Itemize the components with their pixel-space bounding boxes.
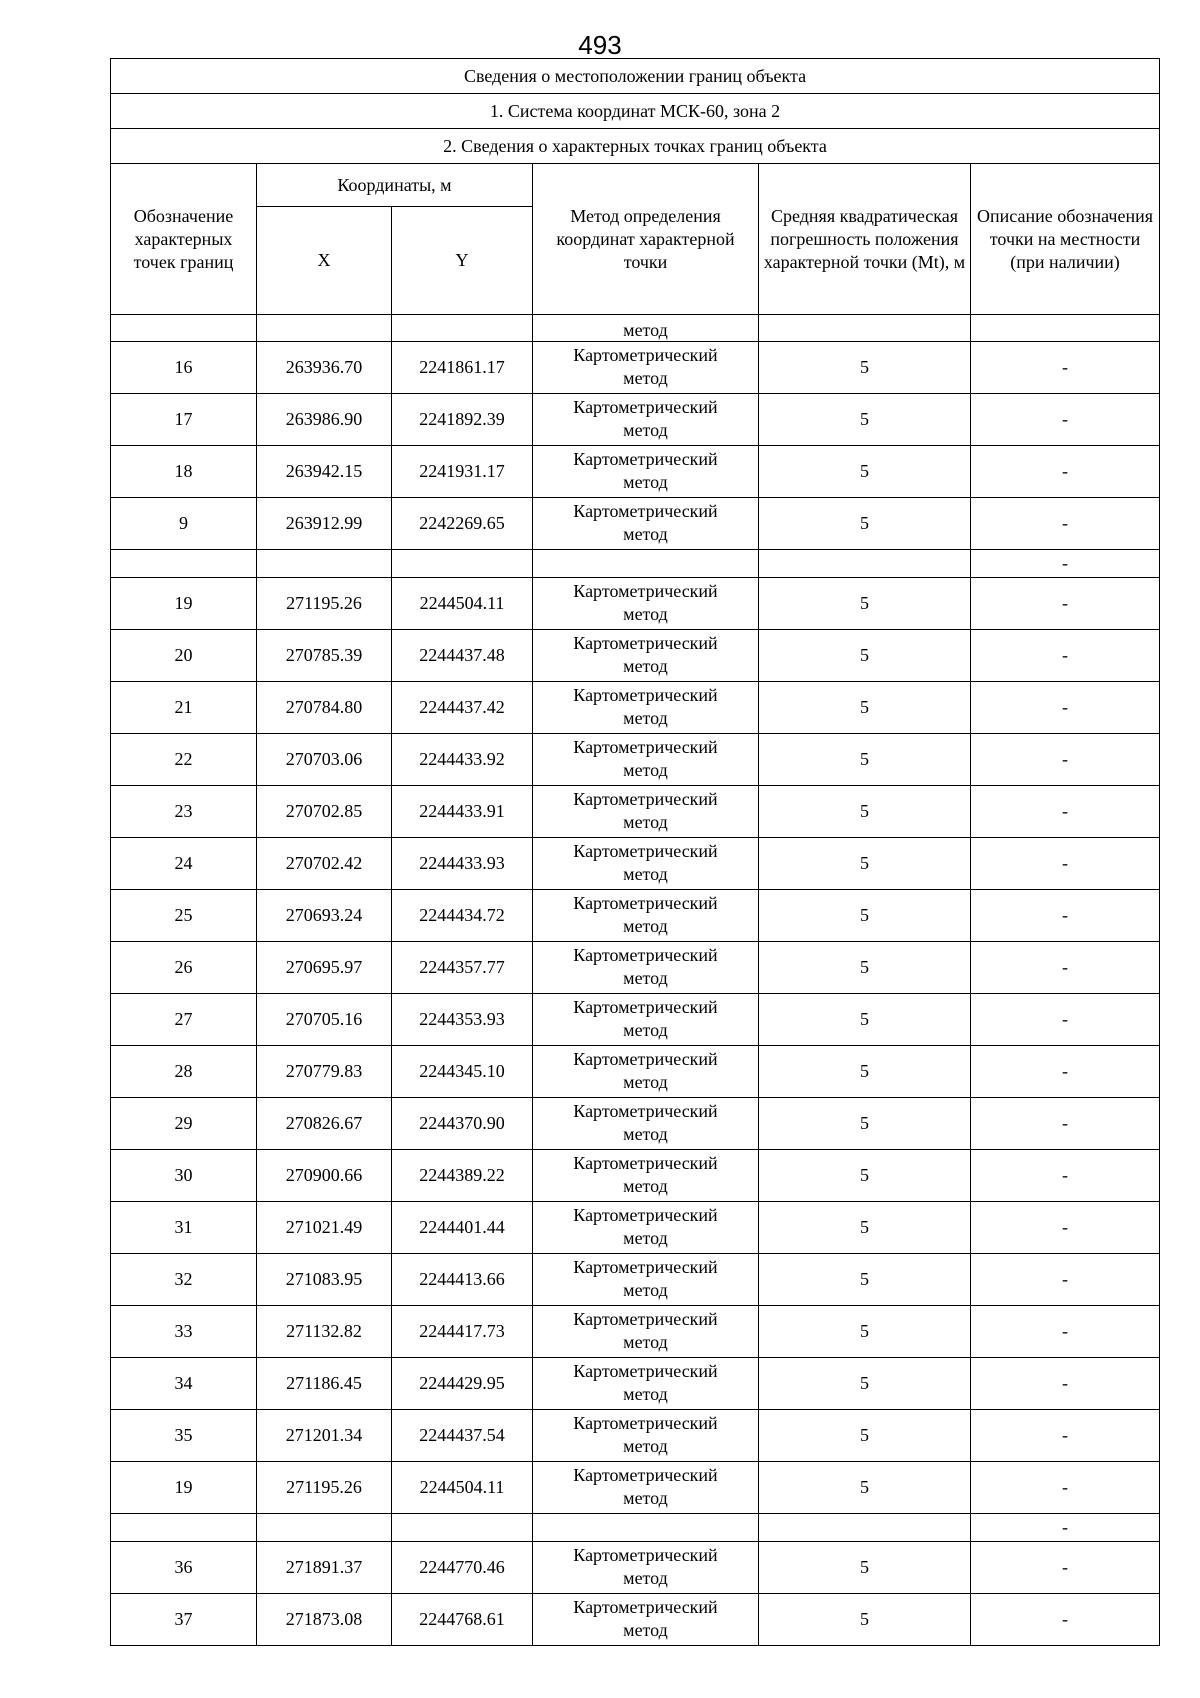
cell-error: 5 (759, 682, 971, 734)
method-line-2: метод (623, 368, 668, 388)
cell-description: - (971, 1358, 1160, 1410)
cell-description: - (971, 498, 1160, 550)
cell-y: 2244768.61 (392, 1594, 533, 1646)
method-line-2: метод (623, 1436, 668, 1456)
table-row (111, 1202, 1160, 1254)
cell-x: 271201.34 (257, 1410, 392, 1462)
cell-point: 21 (111, 682, 257, 734)
cell-y: 2244413.66 (392, 1254, 533, 1306)
cell-x: 270703.06 (257, 734, 392, 786)
cell-error: 5 (759, 1046, 971, 1098)
cell-error: 5 (759, 578, 971, 630)
cell-description: - (971, 786, 1160, 838)
cell-method (533, 394, 759, 446)
header-coordinates: Координаты, м (257, 164, 533, 207)
cell-method (533, 1462, 759, 1514)
method-line-1: Картометрический (573, 345, 718, 365)
cell-error: 5 (759, 890, 971, 942)
cell-x: 270695.97 (257, 942, 392, 994)
cell-point: 28 (111, 1046, 257, 1098)
table-row (111, 942, 1160, 994)
cell-point: 19 (111, 1462, 257, 1514)
cell-method (533, 1542, 759, 1594)
table-row (111, 578, 1160, 630)
cell-error: 5 (759, 394, 971, 446)
table-row (111, 1254, 1160, 1306)
method-line-2: метод (623, 1020, 668, 1040)
cell-point: 29 (111, 1098, 257, 1150)
cell-method (533, 942, 759, 994)
method-line-2: метод (623, 420, 668, 440)
table-row (111, 890, 1160, 942)
table-row (111, 1046, 1160, 1098)
cell-method (533, 1098, 759, 1150)
cell-y: 2244437.54 (392, 1410, 533, 1462)
cell-description: - (971, 1098, 1160, 1150)
section-title: 2. Сведения о характерных точках границ объекта (111, 129, 1160, 164)
cell-point: 32 (111, 1254, 257, 1306)
cell-y: 2244504.11 (392, 1462, 533, 1514)
method-line-1: Картометрический (573, 1101, 718, 1121)
cell-description: - (971, 838, 1160, 890)
method-line-2: метод (623, 968, 668, 988)
method-line-2: метод (623, 604, 668, 624)
method-line-1: Картометрический (573, 633, 718, 653)
header-method: Метод определения координат характерной точки (533, 164, 759, 315)
header-x: X (257, 207, 392, 315)
cell-point: 17 (111, 394, 257, 446)
method-line-1: Картометрический (573, 997, 718, 1017)
method-line-1: Картометрический (573, 581, 718, 601)
cell-method (533, 682, 759, 734)
cell-x: 270702.42 (257, 838, 392, 890)
method-line-1: Картометрический (573, 1153, 718, 1173)
cell-method (533, 578, 759, 630)
cell-error: 5 (759, 342, 971, 394)
cell-point: 26 (111, 942, 257, 994)
cell-y (392, 550, 533, 578)
coordinate-system: 1. Система координат МСК-60, зона 2 (111, 94, 1160, 129)
cell-x (257, 1514, 392, 1542)
cell-method (533, 890, 759, 942)
cell-description: - (971, 1046, 1160, 1098)
cell-x: 270900.66 (257, 1150, 392, 1202)
cell-x (257, 550, 392, 578)
header-point: Обозначение характерных точек границ (111, 164, 257, 315)
method-line-2: метод (623, 1488, 668, 1508)
cell-description: - (971, 1542, 1160, 1594)
cell-y: 2241931.17 (392, 446, 533, 498)
method-line-2: метод (623, 1568, 668, 1588)
cell-method (533, 1254, 759, 1306)
cell-x: 270702.85 (257, 786, 392, 838)
header-error: Средняя квадратическая погрешность положения характерной точки (Mt), м (759, 164, 971, 315)
method-line-1: Картометрический (573, 1309, 718, 1329)
cell-y: 2244429.95 (392, 1358, 533, 1410)
cell-x: 270779.83 (257, 1046, 392, 1098)
cell-method (533, 342, 759, 394)
method-line-2: метод (623, 1332, 668, 1352)
method-line-1: Картометрический (573, 1465, 718, 1485)
cell-method (533, 1594, 759, 1646)
method-line-1: Картометрический (573, 1545, 718, 1565)
cell-point: 18 (111, 446, 257, 498)
cell-y: 2244433.92 (392, 734, 533, 786)
cell-description: - (971, 1150, 1160, 1202)
cell-error (759, 315, 971, 342)
cell-error: 5 (759, 1358, 971, 1410)
method-line-2: метод (623, 1228, 668, 1248)
cell-description: - (971, 1514, 1160, 1542)
table-row (111, 1410, 1160, 1462)
boundary-points-table (110, 58, 1160, 1646)
method-line-2: метод (623, 1620, 668, 1640)
method-line-2: метод (623, 1176, 668, 1196)
cell-y: 2244437.42 (392, 682, 533, 734)
table-row (111, 1462, 1160, 1514)
cell-y: 2244357.77 (392, 942, 533, 994)
table-row (111, 1098, 1160, 1150)
cell-point: 25 (111, 890, 257, 942)
cell-error (759, 1514, 971, 1542)
cell-description: - (971, 630, 1160, 682)
cell-method (533, 838, 759, 890)
cell-error: 5 (759, 1462, 971, 1514)
cell-point (111, 1514, 257, 1542)
cell-y: 2244433.91 (392, 786, 533, 838)
cell-y: 2244433.93 (392, 838, 533, 890)
cell-method (533, 1358, 759, 1410)
table-title: Сведения о местоположении границ объекта (111, 59, 1160, 94)
cell-description: - (971, 342, 1160, 394)
cell-y: 2244434.72 (392, 890, 533, 942)
cell-description: - (971, 1594, 1160, 1646)
method-line-1: Картометрический (573, 841, 718, 861)
cell-x: 263912.99 (257, 498, 392, 550)
cell-y: 2244401.44 (392, 1202, 533, 1254)
cell-point: 19 (111, 578, 257, 630)
cell-error: 5 (759, 1202, 971, 1254)
method-line-2: метод (623, 760, 668, 780)
cell-error: 5 (759, 734, 971, 786)
cell-description: - (971, 550, 1160, 578)
cell-y (392, 1514, 533, 1542)
cell-error (759, 550, 971, 578)
method-line-2: метод (623, 916, 668, 936)
method-line-2: метод (623, 812, 668, 832)
method-line-1: Картометрический (573, 789, 718, 809)
cell-description: - (971, 394, 1160, 446)
cell-x: 270693.24 (257, 890, 392, 942)
cell-y: 2244389.22 (392, 1150, 533, 1202)
cell-y: 2242269.65 (392, 498, 533, 550)
cell-description: - (971, 890, 1160, 942)
cell-point: 27 (111, 994, 257, 1046)
table-row (111, 994, 1160, 1046)
cell-method (533, 1514, 759, 1542)
cell-description: - (971, 734, 1160, 786)
cell-point: 37 (111, 1594, 257, 1646)
cell-description: - (971, 1254, 1160, 1306)
cell-point: 16 (111, 342, 257, 394)
method-line-2: метод (623, 1072, 668, 1092)
table-row (111, 1150, 1160, 1202)
table-row (111, 1358, 1160, 1410)
header-y: Y (392, 207, 533, 315)
method-line-1: Картометрический (573, 737, 718, 757)
cell-x: 271132.82 (257, 1306, 392, 1358)
table-row (111, 838, 1160, 890)
cell-point: 22 (111, 734, 257, 786)
cell-error: 5 (759, 630, 971, 682)
cell-method (533, 446, 759, 498)
cell-error: 5 (759, 942, 971, 994)
method-line-2: метод (623, 708, 668, 728)
cell-y: 2244437.48 (392, 630, 533, 682)
method-line-2: метод (623, 1384, 668, 1404)
cell-y: 2244770.46 (392, 1542, 533, 1594)
cell-method (533, 1202, 759, 1254)
method-line-1: Картометрический (573, 893, 718, 913)
cell-description: - (971, 994, 1160, 1046)
cell-x: 271195.26 (257, 578, 392, 630)
cell-y: 2244345.10 (392, 1046, 533, 1098)
cell-method (533, 786, 759, 838)
cell-method (533, 550, 759, 578)
cell-method (533, 1150, 759, 1202)
cell-point: 36 (111, 1542, 257, 1594)
cell-point: 31 (111, 1202, 257, 1254)
cell-x: 270784.80 (257, 682, 392, 734)
method-line-2: метод (623, 656, 668, 676)
cell-description: - (971, 578, 1160, 630)
method-line-1: Картометрический (573, 945, 718, 965)
cell-error: 5 (759, 838, 971, 890)
cell-point: 23 (111, 786, 257, 838)
table-row (111, 1542, 1160, 1594)
cell-description: - (971, 1462, 1160, 1514)
cell-x: 270705.16 (257, 994, 392, 1046)
cell-method (533, 1410, 759, 1462)
page-number: 493 (578, 30, 622, 60)
cell-description: - (971, 1306, 1160, 1358)
cell-x: 263942.15 (257, 446, 392, 498)
cell-y: 2244370.90 (392, 1098, 533, 1150)
table-row (111, 498, 1160, 550)
cell-y: 2241892.39 (392, 394, 533, 446)
cell-point: 30 (111, 1150, 257, 1202)
cell-x (257, 315, 392, 342)
cell-point (111, 550, 257, 578)
cell-point: 20 (111, 630, 257, 682)
method-line-2: метод (623, 864, 668, 884)
cell-point (111, 315, 257, 342)
cell-error: 5 (759, 1410, 971, 1462)
table-row (111, 342, 1160, 394)
cell-method: метод (533, 315, 759, 342)
method-line-2: метод (623, 472, 668, 492)
cell-y: 2241861.17 (392, 342, 533, 394)
method-line-1: Картометрический (573, 1257, 718, 1277)
cell-y (392, 315, 533, 342)
table-row (111, 734, 1160, 786)
table-row (111, 1306, 1160, 1358)
method-line-1: Картометрический (573, 1597, 718, 1617)
cell-x: 270785.39 (257, 630, 392, 682)
contour-separator-row (111, 550, 1160, 578)
cell-method (533, 1046, 759, 1098)
cell-method (533, 630, 759, 682)
cell-description: - (971, 1410, 1160, 1462)
method-line-1: Картометрический (573, 449, 718, 469)
cell-error: 5 (759, 498, 971, 550)
cell-error: 5 (759, 1098, 971, 1150)
method-line-2: метод (623, 1280, 668, 1300)
header-description: Описание обозначения точки на местности (при наличии) (971, 164, 1160, 315)
cell-method (533, 734, 759, 786)
cell-error: 5 (759, 446, 971, 498)
method-line-1: Картометрический (573, 1413, 718, 1433)
cell-point: 24 (111, 838, 257, 890)
method-line-1: Картометрический (573, 1361, 718, 1381)
cell-error: 5 (759, 994, 971, 1046)
cell-description: - (971, 682, 1160, 734)
cell-point: 34 (111, 1358, 257, 1410)
cell-x: 270826.67 (257, 1098, 392, 1150)
method-line-1: Картометрический (573, 397, 718, 417)
cell-point: 33 (111, 1306, 257, 1358)
table-row (111, 682, 1160, 734)
cell-description (971, 315, 1160, 342)
method-line-2: метод (623, 524, 668, 544)
method-line-1: Картометрический (573, 1049, 718, 1069)
table-row (111, 394, 1160, 446)
cell-x: 263936.70 (257, 342, 392, 394)
cell-x: 271186.45 (257, 1358, 392, 1410)
cell-x: 271891.37 (257, 1542, 392, 1594)
continuation-row (111, 315, 1160, 342)
cell-x: 271021.49 (257, 1202, 392, 1254)
cell-error: 5 (759, 1542, 971, 1594)
cell-error: 5 (759, 1150, 971, 1202)
cell-error: 5 (759, 1594, 971, 1646)
contour-separator-row (111, 1514, 1160, 1542)
cell-point: 9 (111, 498, 257, 550)
cell-x: 263986.90 (257, 394, 392, 446)
cell-error: 5 (759, 1306, 971, 1358)
method-line-1: Картометрический (573, 685, 718, 705)
method-line-2: метод (623, 1124, 668, 1144)
method-line-1: Картометрический (573, 1205, 718, 1225)
cell-method (533, 994, 759, 1046)
cell-y: 2244353.93 (392, 994, 533, 1046)
cell-description: - (971, 942, 1160, 994)
method-line-1: Картометрический (573, 501, 718, 521)
table-row (111, 1594, 1160, 1646)
cell-error: 5 (759, 1254, 971, 1306)
cell-method (533, 1306, 759, 1358)
table-row (111, 630, 1160, 682)
cell-point: 35 (111, 1410, 257, 1462)
table-row (111, 786, 1160, 838)
cell-x: 271873.08 (257, 1594, 392, 1646)
cell-x: 271083.95 (257, 1254, 392, 1306)
table-row (111, 446, 1160, 498)
cell-y: 2244504.11 (392, 578, 533, 630)
cell-x: 271195.26 (257, 1462, 392, 1514)
cell-description: - (971, 1202, 1160, 1254)
cell-y: 2244417.73 (392, 1306, 533, 1358)
cell-error: 5 (759, 786, 971, 838)
cell-description: - (971, 446, 1160, 498)
cell-method (533, 498, 759, 550)
